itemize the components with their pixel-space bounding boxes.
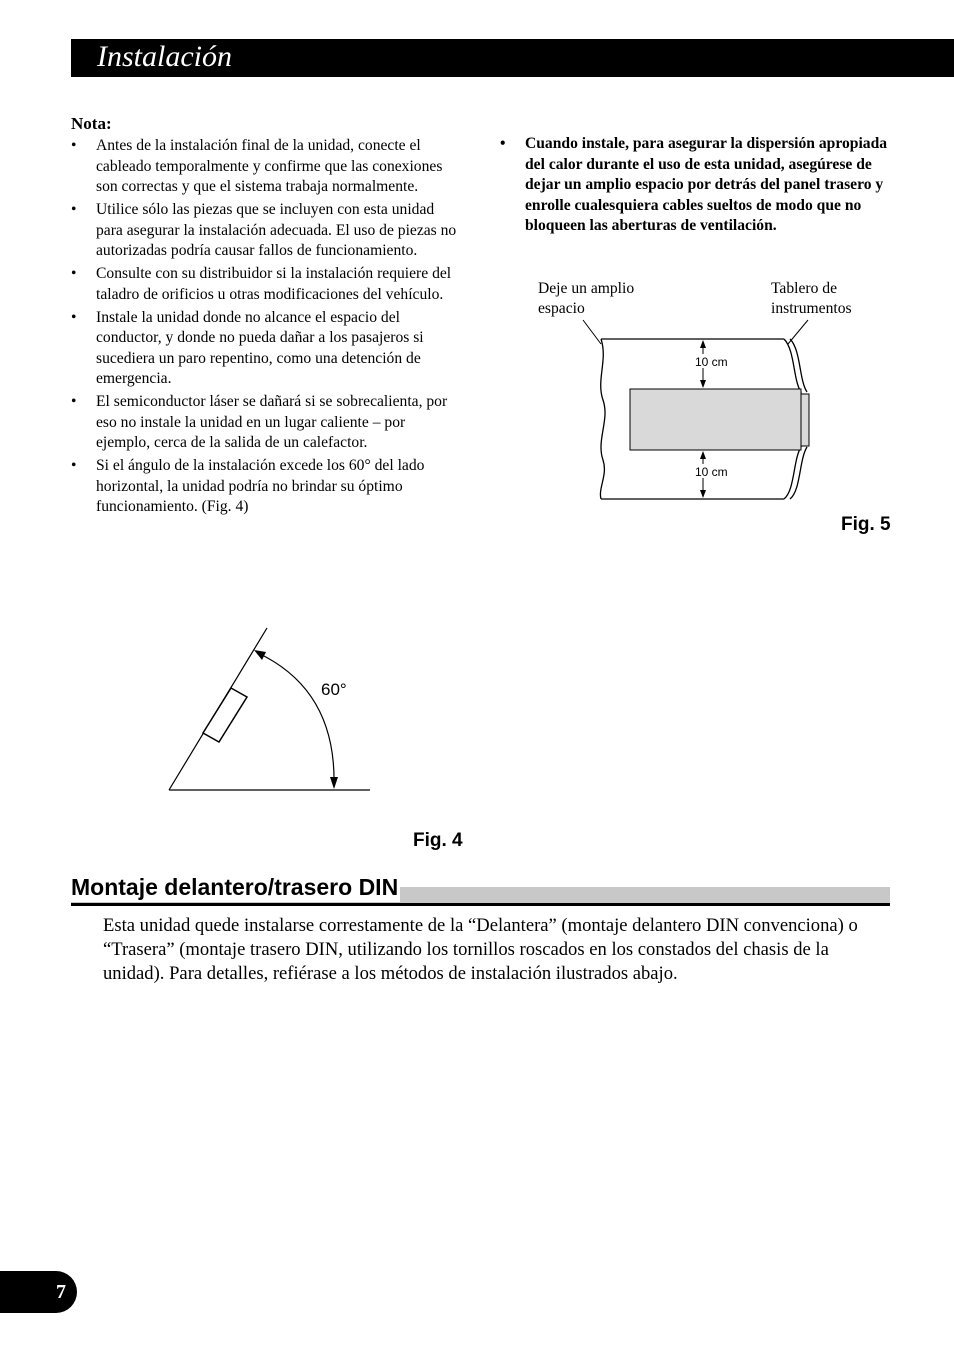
list-item: • Instale la unidad donde no alcance el espacio del conductor, y donde no pueda dañar a los pasajeros si sucediera un paro repentino, como una detención de emergencia. <box>71 308 461 390</box>
list-item: • Utilice sólo las piezas que se incluyen con esta unidad para asegurar la instalación adecuada. El uso de piezas no autorizadas podría causar fallos de funcionamiento. <box>71 200 461 262</box>
fig4-label: Fig. 4 <box>413 830 463 851</box>
angle-arc <box>258 653 334 785</box>
list-item: • Si el ángulo de la instalación excede los 60° del lado horizontal, la unidad podría no brindar su óptimo funcionamiento. (Fig. 4) <box>71 456 461 518</box>
unit-body <box>630 389 801 450</box>
wavy-edge <box>600 339 605 499</box>
section-heading: Montaje delantero/trasero DIN <box>71 874 399 900</box>
fig5-label: Fig. 5 <box>841 514 891 535</box>
leader-line <box>583 320 601 344</box>
page-number: 7 <box>56 1281 66 1303</box>
dimension-top: 10 cm <box>695 355 728 369</box>
list-item: • El semiconductor láser se dañará si se sobrecalienta, por eso no instale la unidad en un lugar caliente – por ejemplo, cerca de la salida de un calefactor. <box>71 392 461 454</box>
fig5-caption-dashboard: Tablero de instrumentos <box>771 280 852 317</box>
fig5-caption-space: Deje un amplio espacio <box>538 280 635 317</box>
list-item: • Antes de la instalación final de la unidad, conecte el cableado temporalmente y confirme que las conexiones son correctas y que el sistema trabaja normalmente. <box>71 136 461 198</box>
dimension-bottom: 10 cm <box>695 465 728 479</box>
page-number-tab <box>0 1271 77 1313</box>
angle-label: 60° <box>321 680 347 699</box>
page-title: Instalación <box>97 40 232 73</box>
list-item: • Consulte con su distribuidor si la instalación requiere del taladro de orificios u otras modificaciones del vehículo. <box>71 264 461 305</box>
unit-outline <box>203 688 247 742</box>
fig4-diagram <box>169 628 370 790</box>
nota-heading: Nota: <box>71 114 112 133</box>
section-body: Esta unidad quede instalarse correstamente de la “Delantera” (montaje delantero DIN convenciona) o “Trasera” (montaje trasero DIN, utilizando los tornillos roscados en los constados del chasis de la unidad). Para detalles, refiérase a los métodos de instalación ilustrados abajo. <box>103 915 858 984</box>
unit-faceplate <box>801 394 809 446</box>
section-rule <box>71 903 890 906</box>
list-item: • Cuando instale, para asegurar la dispersión apropiada del calor durante el uso de esta unidad, asegúrese de dejar un amplio espacio por detrás del panel trasero y enrolle cualesquiera cables sueltos de modo que no bloqueen las aberturas de ventilación. <box>500 134 890 237</box>
